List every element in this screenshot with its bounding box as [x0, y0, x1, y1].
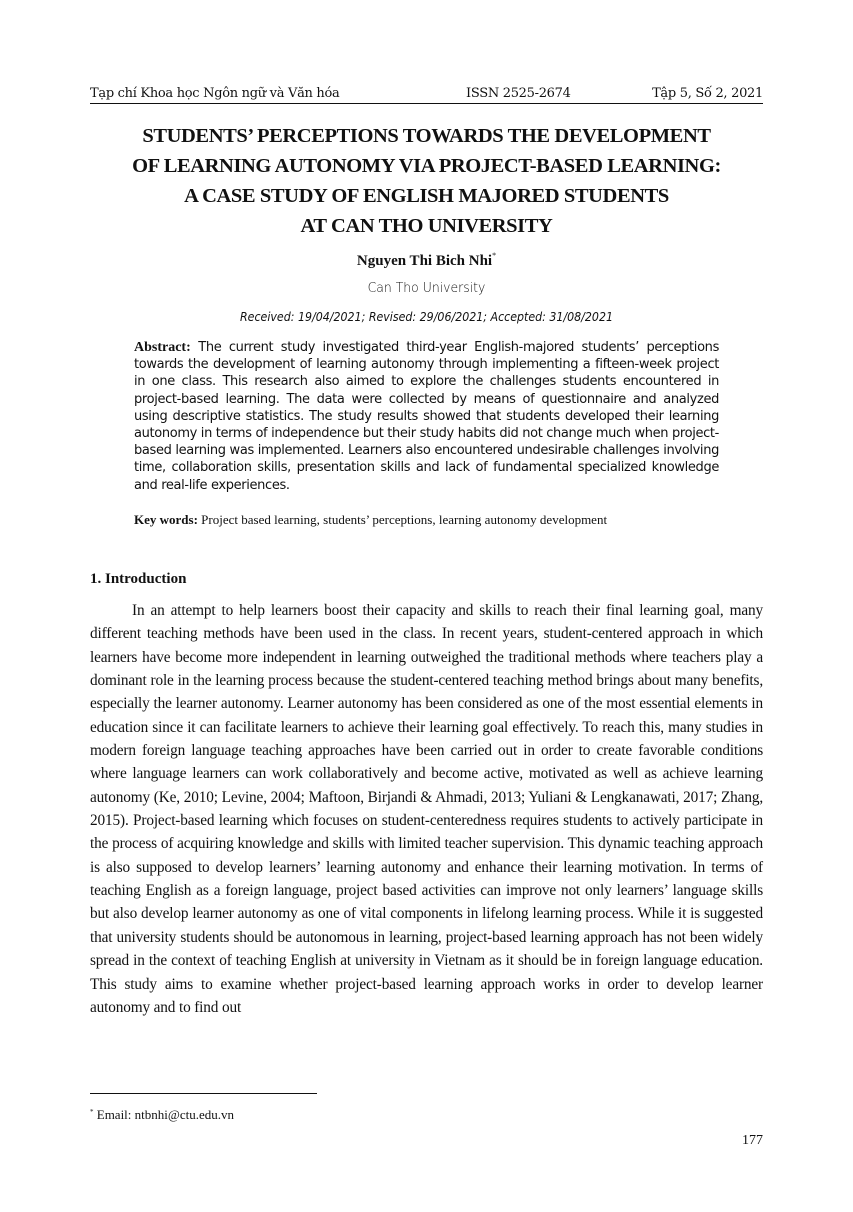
keywords [134, 511, 734, 528]
body-text [90, 599, 763, 1019]
section-heading: 1. Introduction [90, 571, 187, 587]
submission-dates: Received: 19/04/2021; Revised: 29/06/2021; Accepted: 31/08/2021 [239, 310, 614, 324]
paper-title [80, 121, 773, 241]
journal-name: Tạp chí Khoa học Ngôn ngữ và Văn hóa [90, 86, 340, 101]
running-header [90, 86, 763, 104]
author-footnote-mark: * [492, 251, 497, 260]
keywords-text: Project based learning, students’ perceptions, learning autonomy development [201, 512, 608, 527]
abstract-text: The current study investigated third-year English-majored students’ perceptions towards the development of learning autonomy through implementing a fifteen-week project in one class. This research also aimed to explore the challenges students encountered in project-based learning. The data were collected by means of questionnaire and analyzed using descriptive statistics. The study results showed that students developed their learning autonomy in terms of independence but their study habits did not change much when project-based learning was implemented. Learners also encountered undesirable challenges involving time, collaboration skills, presentation skills and lack of fundamental specialized knowledge and real-life experiences. [134, 340, 719, 493]
title-line: A CASE STUDY OF ENGLISH MAJORED STUDENTS [184, 185, 669, 207]
issn: ISSN 2525-2674 [466, 86, 571, 101]
abstract [134, 339, 719, 494]
footnote-divider [90, 1093, 317, 1094]
volume-issue: Tập 5, Số 2, 2021 [652, 86, 763, 101]
footnote-email: Email: ntbnhi@ctu.edu.vn [96, 1107, 235, 1122]
page-number: 177 [742, 1133, 763, 1148]
abstract-label: Abstract: [134, 340, 191, 355]
keywords-label: Key words: [134, 512, 198, 527]
affiliation: Can Tho University [367, 280, 486, 296]
title-line: AT CAN THO UNIVERSITY [300, 215, 553, 237]
author-name: Nguyen Thi Bich Nhi [356, 253, 493, 269]
title-line: OF LEARNING AUTONOMY VIA PROJECT-BASED LEARNING: [132, 155, 721, 177]
paragraph: In an attempt to help learners boost their capacity and skills to reach their final learning goal, many different teaching methods have been used in the class. In recent years, student-centered approach in which learners have become more independent in learning outweighed the traditional methods where teachers play a dominant role in the learning process because the student-centered teaching method brings about many benefits, especially the learner autonomy. Learner autonomy has been considered as one of the most essential elements in education since it can facilitate learners to achieve their learning goal effectively. To reach this, many studies in modern foreign language teaching approaches have been carried out in order to create favorable conditions where language learners can work collaboratively and become active, motivated as well as achieve learning autonomy (Ke, 2010; Levine, 2004; Maftoon, Birjandi & Ahmadi, 2013; Yuliani & Lengkanawati, 2017; Zhang, 2015). Project-based learning which focuses on student-centeredness requires students to actively participate in the process of acquiring knowledge and skills with limited teacher supervision. This dynamic teaching approach is also supposed to develop learners’ learning autonomy and enhance their learning motivation. In terms of teaching English as a foreign language, project based activities can improve not only learners’ language skills but also develop learner autonomy as one of vital components in lifelong learning process. While it is suggested that university students should be autonomous in learning, project-based learning approach has not been widely spread in the context of teaching English at university in Vietnam as it should be in foreign language education. This study aims to examine whether project-based learning approach works in order to develop learner autonomy and to find out [90, 602, 763, 1016]
author [0, 247, 853, 270]
footnote [90, 1104, 234, 1123]
footnote-mark: * [90, 1108, 94, 1116]
title-line: STUDENTS’ PERCEPTIONS TOWARDS THE DEVELOPMENT [142, 125, 711, 147]
